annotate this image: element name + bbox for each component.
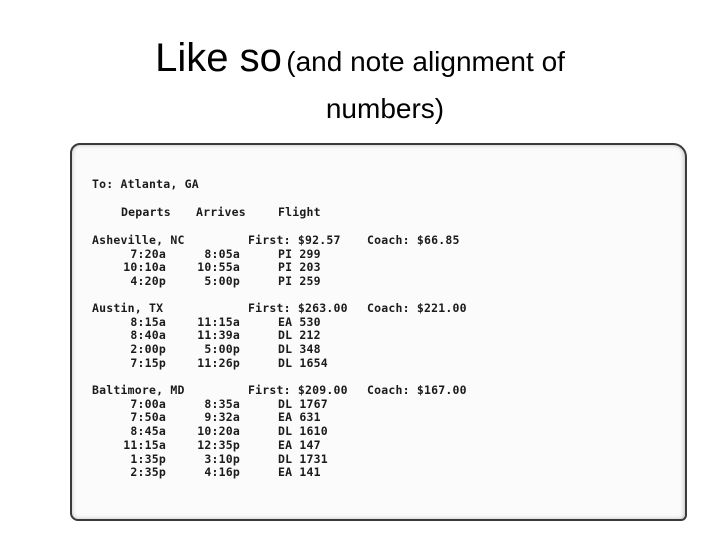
header-arrives: Arrives	[196, 205, 246, 219]
arrival-time: 4:16p	[204, 465, 240, 480]
arrival-time: 5:00p	[204, 342, 240, 357]
flight-number: EA 147	[278, 437, 321, 452]
first-fare: First: $92.57	[248, 233, 341, 247]
departure-time: 2:35p	[130, 465, 166, 480]
departure-time: 7:00a	[130, 396, 166, 411]
header-departs: Departs	[121, 205, 171, 219]
flight-number: DL 1731	[278, 451, 328, 466]
title-line2	[0, 95, 720, 123]
flight-number: PI 259	[278, 274, 321, 289]
departure-time: 11:15a	[123, 437, 166, 452]
departure-time: 8:40a	[130, 328, 166, 343]
coach-fare: Coach: $221.00	[367, 301, 467, 315]
title-aside-continued: numbers)	[325, 93, 445, 124]
flight-number: DL 1654	[278, 355, 328, 370]
coach-fare: Coach: $167.00	[367, 383, 467, 397]
arrival-time: 10:20a	[197, 424, 240, 439]
flight-number: PI 203	[278, 260, 321, 275]
arrival-time: 11:15a	[197, 314, 240, 329]
arrival-time: 5:00p	[204, 274, 240, 289]
flight-number: PI 299	[278, 246, 321, 261]
departure-time: 8:15a	[130, 314, 166, 329]
arrival-time: 8:05a	[204, 246, 240, 261]
city-name: Asheville, NC	[92, 233, 185, 247]
coach-fare: Coach: $66.85	[367, 233, 460, 247]
city-name: Baltimore, MD	[92, 383, 185, 397]
departure-time: 2:00p	[130, 342, 166, 357]
arrival-time: 11:39a	[197, 328, 240, 343]
arrival-time: 10:55a	[197, 260, 240, 275]
departure-time: 7:20a	[130, 246, 166, 261]
header-flight: Flight	[278, 205, 321, 219]
slide-title	[0, 38, 720, 78]
flight-number: EA 530	[278, 314, 321, 329]
flight-number: DL 348	[278, 342, 321, 357]
flight-number: DL 1610	[278, 424, 328, 439]
scanned-timetable	[70, 143, 687, 521]
arrival-time: 3:10p	[204, 451, 240, 466]
arrival-time: 11:26p	[197, 355, 240, 370]
flight-number: EA 631	[278, 410, 321, 425]
departure-time: 1:35p	[130, 451, 166, 466]
departure-time: 8:45a	[130, 424, 166, 439]
flight-number: DL 212	[278, 328, 321, 343]
first-fare: First: $209.00	[248, 383, 348, 397]
arrival-time: 12:35p	[197, 437, 240, 452]
arrival-time: 9:32a	[204, 410, 240, 425]
first-fare: First: $263.00	[248, 301, 348, 315]
title-aside: (and note alignment of	[286, 46, 565, 77]
departure-time: 4:20p	[130, 274, 166, 289]
departure-time: 7:15p	[130, 355, 166, 370]
departure-time: 7:50a	[130, 410, 166, 425]
city-name: Austin, TX	[92, 301, 164, 315]
flight-number: DL 1767	[278, 396, 328, 411]
departure-time: 10:10a	[123, 260, 166, 275]
flight-number: EA 141	[278, 465, 321, 480]
destination-label: To: Atlanta, GA	[92, 177, 199, 191]
arrival-time: 8:35a	[204, 396, 240, 411]
title-main: Like so	[155, 36, 282, 80]
